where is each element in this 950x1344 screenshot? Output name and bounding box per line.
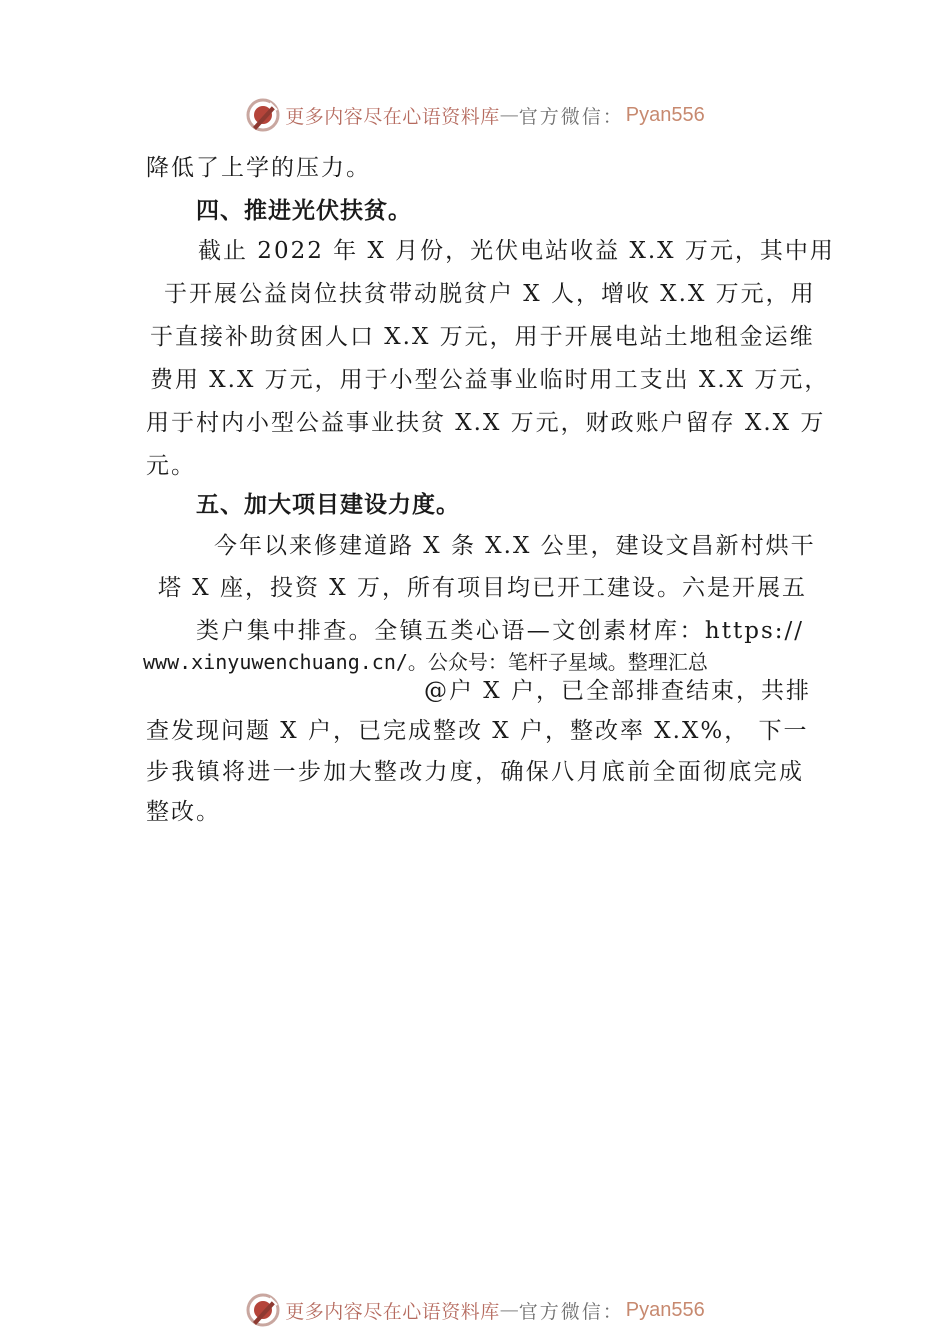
watermark-line: www.xinyuwenchuang.cn/。公众号：笔杆子星域。整理汇总: [143, 650, 708, 674]
paragraph-line: 元。: [146, 453, 196, 479]
paragraph-line: 截止 2022 年 X 月份，光伏电站收益 X.X 万元，其中用: [198, 238, 835, 264]
paragraph-line: 今年以来修建道路 X 条 X.X 公里，建设文昌新村烘干: [214, 533, 816, 559]
paragraph-line: 步我镇将进一步加大整改力度，确保八月底前全面彻底完成: [146, 759, 804, 785]
paragraph-line: 费用 X.X 万元，用于小型公益事业临时用工支出 X.X 万元，: [150, 367, 830, 393]
header-banner-separator: —: [499, 104, 519, 126]
footer-banner: [0, 1290, 950, 1330]
header-banner: [0, 95, 950, 135]
pen-logo-icon: [245, 97, 281, 133]
paragraph-line: 于开展公益岗位扶贫带动脱贫户 X 人，增收 X.X 万元，用: [164, 281, 816, 307]
header-banner-text: 更多内容尽在心语资料库: [285, 105, 500, 128]
header-wechat-id: Pyan556: [625, 103, 705, 126]
footer-wechat-id: Pyan556: [625, 1298, 705, 1321]
footer-wechat-label: 官方微信：: [518, 1300, 624, 1323]
pen-logo-icon: [245, 1292, 281, 1328]
paragraph-line: 查发现问题 X 户，已完成整改 X 户，整改率 X.X%， 下一: [146, 718, 809, 744]
paragraph-line: 类户集中排查。全镇五类心语—文创素材库：https://: [196, 618, 804, 644]
paragraph-line: @户 X 户，已全部排查结束，共排: [424, 678, 811, 704]
paragraph-line: 降低了上学的压力。: [146, 155, 371, 181]
paragraph-line: 整改。: [146, 799, 221, 825]
footer-banner-separator: —: [499, 1299, 519, 1321]
section-heading-4: 四、推进光伏扶贫。: [196, 198, 412, 224]
paragraph-line: 塔 X 座，投资 X 万，所有项目均已开工建设。六是开展五: [158, 575, 807, 601]
paragraph-line: 于直接补助贫困人口 X.X 万元，用于开展电站土地租金运维: [150, 324, 815, 350]
footer-banner-text: 更多内容尽在心语资料库: [285, 1300, 500, 1323]
header-wechat-label: 官方微信：: [518, 105, 624, 128]
section-heading-5: 五、加大项目建设力度。: [196, 492, 460, 518]
paragraph-line: 用于村内小型公益事业扶贫 X.X 万元，财政账户留存 X.X 万: [146, 410, 826, 436]
